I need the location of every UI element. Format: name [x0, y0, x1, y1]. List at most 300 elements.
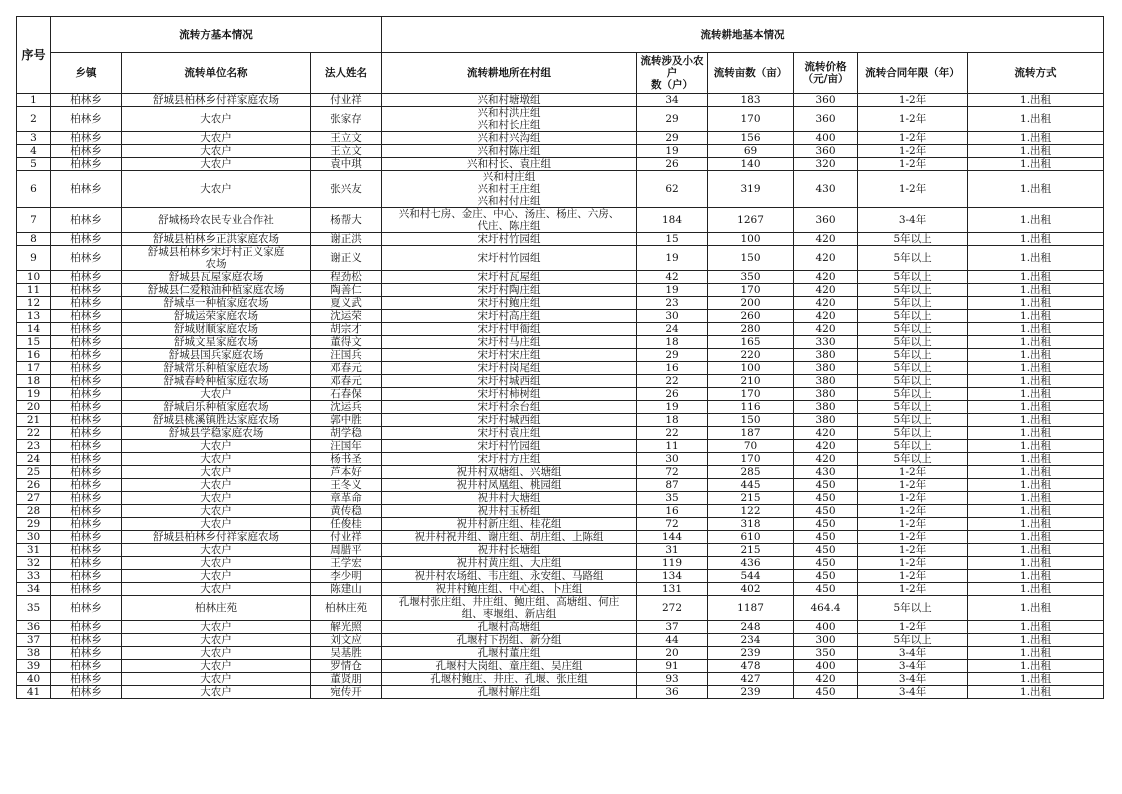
- cell-method: 1.出租: [968, 505, 1104, 518]
- cell-area: 170: [708, 107, 794, 132]
- cell-term: 5年以上: [858, 246, 968, 271]
- cell-price: 420: [794, 427, 858, 440]
- cell-households: 18: [637, 336, 708, 349]
- row-number: 22: [17, 427, 51, 440]
- cell-unit-name: 舒城县柏林乡付祥家庭农场: [122, 531, 311, 544]
- cell-town: 柏林乡: [51, 686, 122, 699]
- row-number: 32: [17, 557, 51, 570]
- cell-price: 400: [794, 660, 858, 673]
- header-village-group: 流转耕地所在村组: [382, 53, 637, 94]
- table-row: [17, 158, 1104, 171]
- cell-term: 1-2年: [858, 479, 968, 492]
- cell-legal-person: 夏义武: [311, 297, 382, 310]
- cell-term: 5年以上: [858, 336, 968, 349]
- cell-method: 1.出租: [968, 647, 1104, 660]
- header-town: 乡镇: [51, 53, 122, 94]
- cell-term: 5年以上: [858, 284, 968, 297]
- cell-price: 450: [794, 518, 858, 531]
- table-row: [17, 375, 1104, 388]
- table-row: [17, 453, 1104, 466]
- cell-unit-name: 舒城运荣家庭农场: [122, 310, 311, 323]
- cell-term: 1-2年: [858, 94, 968, 107]
- cell-town: 柏林乡: [51, 132, 122, 145]
- cell-term: 1-2年: [858, 570, 968, 583]
- table-row: [17, 505, 1104, 518]
- cell-method: 1.出租: [968, 336, 1104, 349]
- cell-price: 400: [794, 132, 858, 145]
- cell-village-group: 宋圩村宋庄组: [382, 349, 637, 362]
- table-row: [17, 284, 1104, 297]
- cell-legal-person: 程劲松: [311, 271, 382, 284]
- cell-method: 1.出租: [968, 246, 1104, 271]
- cell-method: 1.出租: [968, 233, 1104, 246]
- cell-method: 1.出租: [968, 284, 1104, 297]
- cell-households: 31: [637, 544, 708, 557]
- cell-method: 1.出租: [968, 94, 1104, 107]
- cell-price: 380: [794, 362, 858, 375]
- cell-term: 5年以上: [858, 349, 968, 362]
- row-number: 2: [17, 107, 51, 132]
- cell-households: 134: [637, 570, 708, 583]
- table-row: [17, 310, 1104, 323]
- cell-village-group: 宋圩村竹园组: [382, 246, 637, 271]
- cell-town: 柏林乡: [51, 583, 122, 596]
- cell-households: 72: [637, 466, 708, 479]
- cell-area: 544: [708, 570, 794, 583]
- row-number: 15: [17, 336, 51, 349]
- cell-price: 360: [794, 107, 858, 132]
- cell-town: 柏林乡: [51, 145, 122, 158]
- cell-households: 35: [637, 492, 708, 505]
- cell-town: 柏林乡: [51, 673, 122, 686]
- cell-price: 450: [794, 505, 858, 518]
- cell-method: 1.出租: [968, 518, 1104, 531]
- cell-method: 1.出租: [968, 466, 1104, 479]
- cell-price: 420: [794, 271, 858, 284]
- row-number: 1: [17, 94, 51, 107]
- cell-legal-person: 邓春元: [311, 362, 382, 375]
- cell-term: 5年以上: [858, 310, 968, 323]
- cell-village-group: 兴和村兴沟组: [382, 132, 637, 145]
- cell-unit-name: 大农户: [122, 557, 311, 570]
- cell-unit-name: 大农户: [122, 647, 311, 660]
- table-row: [17, 414, 1104, 427]
- cell-households: 22: [637, 375, 708, 388]
- cell-households: 30: [637, 453, 708, 466]
- cell-method: 1.出租: [968, 297, 1104, 310]
- cell-method: 1.出租: [968, 531, 1104, 544]
- table-row: [17, 647, 1104, 660]
- table-row: [17, 634, 1104, 647]
- cell-village-group: 兴和村长、袁庄组: [382, 158, 637, 171]
- cell-area: 248: [708, 621, 794, 634]
- cell-households: 144: [637, 531, 708, 544]
- table-row: [17, 132, 1104, 145]
- cell-unit-name: 大农户: [122, 145, 311, 158]
- cell-town: 柏林乡: [51, 94, 122, 107]
- cell-legal-person: 谢正洪: [311, 233, 382, 246]
- cell-legal-person: 袁中琪: [311, 158, 382, 171]
- cell-area: 319: [708, 171, 794, 208]
- cell-price: 380: [794, 388, 858, 401]
- cell-term: 3-4年: [858, 208, 968, 233]
- cell-method: 1.出租: [968, 686, 1104, 699]
- row-number: 25: [17, 466, 51, 479]
- table-row: [17, 336, 1104, 349]
- cell-households: 19: [637, 246, 708, 271]
- cell-method: 1.出租: [968, 453, 1104, 466]
- cell-village-group: 兴和村庄组 兴和村王庄组 兴和村付庄组: [382, 171, 637, 208]
- cell-term: 5年以上: [858, 596, 968, 621]
- table-row: [17, 570, 1104, 583]
- cell-town: 柏林乡: [51, 208, 122, 233]
- cell-term: 1-2年: [858, 492, 968, 505]
- cell-method: 1.出租: [968, 388, 1104, 401]
- cell-area: 234: [708, 634, 794, 647]
- cell-price: 420: [794, 323, 858, 336]
- table-row: [17, 246, 1104, 271]
- cell-village-group: 孔堰村大岗组、童庄组、吴庄组: [382, 660, 637, 673]
- cell-town: 柏林乡: [51, 297, 122, 310]
- cell-area: 1267: [708, 208, 794, 233]
- cell-households: 18: [637, 414, 708, 427]
- cell-unit-name: 舒城县桃溪镇胜达家庭农场: [122, 414, 311, 427]
- cell-legal-person: 胡宗才: [311, 323, 382, 336]
- row-number: 31: [17, 544, 51, 557]
- cell-households: 91: [637, 660, 708, 673]
- cell-term: 1-2年: [858, 621, 968, 634]
- cell-unit-name: 舒城杨玲农民专业合作社: [122, 208, 311, 233]
- cell-unit-name: 大农户: [122, 132, 311, 145]
- table-row: [17, 544, 1104, 557]
- cell-legal-person: 芦本好: [311, 466, 382, 479]
- cell-area: 165: [708, 336, 794, 349]
- cell-village-group: 宋圩村城西组: [382, 414, 637, 427]
- cell-method: 1.出租: [968, 673, 1104, 686]
- cell-term: 1-2年: [858, 557, 968, 570]
- cell-legal-person: 王冬义: [311, 479, 382, 492]
- cell-price: 464.4: [794, 596, 858, 621]
- cell-town: 柏林乡: [51, 310, 122, 323]
- cell-unit-name: 大农户: [122, 466, 311, 479]
- cell-unit-name: 大农户: [122, 453, 311, 466]
- cell-term: 5年以上: [858, 634, 968, 647]
- table-row: [17, 596, 1104, 621]
- row-number: 10: [17, 271, 51, 284]
- cell-unit-name: 舒城县仁爱粮油种植家庭农场: [122, 284, 311, 297]
- cell-village-group: 宋圩村瓦屋组: [382, 271, 637, 284]
- row-number: 9: [17, 246, 51, 271]
- cell-town: 柏林乡: [51, 660, 122, 673]
- cell-area: 436: [708, 557, 794, 570]
- cell-village-group: 祝井村鲍庄组、中心组、卜庄组: [382, 583, 637, 596]
- cell-term: 5年以上: [858, 271, 968, 284]
- cell-term: 5年以上: [858, 375, 968, 388]
- cell-unit-name: 大农户: [122, 518, 311, 531]
- cell-town: 柏林乡: [51, 375, 122, 388]
- cell-price: 350: [794, 647, 858, 660]
- cell-village-group: 宋圩村竹园组: [382, 440, 637, 453]
- table-row: [17, 94, 1104, 107]
- cell-area: 220: [708, 349, 794, 362]
- row-number: 8: [17, 233, 51, 246]
- land-transfer-table: [16, 16, 1104, 699]
- table-row: [17, 660, 1104, 673]
- row-number: 13: [17, 310, 51, 323]
- cell-unit-name: 大农户: [122, 570, 311, 583]
- cell-area: 1187: [708, 596, 794, 621]
- cell-method: 1.出租: [968, 362, 1104, 375]
- table-row: [17, 107, 1104, 132]
- cell-households: 37: [637, 621, 708, 634]
- cell-village-group: 宋圩村马庄组: [382, 336, 637, 349]
- cell-town: 柏林乡: [51, 453, 122, 466]
- table-row: [17, 466, 1104, 479]
- table-row: [17, 323, 1104, 336]
- cell-unit-name: 大农户: [122, 107, 311, 132]
- cell-method: 1.出租: [968, 132, 1104, 145]
- cell-area: 170: [708, 284, 794, 297]
- cell-method: 1.出租: [968, 171, 1104, 208]
- cell-method: 1.出租: [968, 621, 1104, 634]
- cell-town: 柏林乡: [51, 107, 122, 132]
- cell-price: 430: [794, 466, 858, 479]
- cell-term: 1-2年: [858, 466, 968, 479]
- row-number: 35: [17, 596, 51, 621]
- header-households: 流转涉及小农户 数（户）: [637, 53, 708, 94]
- cell-unit-name: 舒城启乐种植家庭农场: [122, 401, 311, 414]
- cell-legal-person: 张兴友: [311, 171, 382, 208]
- row-number: 21: [17, 414, 51, 427]
- cell-price: 380: [794, 414, 858, 427]
- table-row: [17, 349, 1104, 362]
- cell-method: 1.出租: [968, 271, 1104, 284]
- header-method: 流转方式: [968, 53, 1104, 94]
- cell-legal-person: 王立文: [311, 145, 382, 158]
- cell-village-group: 宋圩村城西组: [382, 375, 637, 388]
- row-number: 28: [17, 505, 51, 518]
- cell-method: 1.出租: [968, 479, 1104, 492]
- cell-method: 1.出租: [968, 375, 1104, 388]
- header-term: 流转合同年限（年）: [858, 53, 968, 94]
- cell-legal-person: 胡学稳: [311, 427, 382, 440]
- row-number: 17: [17, 362, 51, 375]
- cell-legal-person: 吴基胜: [311, 647, 382, 660]
- cell-term: 1-2年: [858, 145, 968, 158]
- cell-price: 450: [794, 479, 858, 492]
- cell-village-group: 兴和村陈庄组: [382, 145, 637, 158]
- cell-price: 420: [794, 673, 858, 686]
- cell-price: 450: [794, 544, 858, 557]
- cell-area: 318: [708, 518, 794, 531]
- cell-households: 16: [637, 505, 708, 518]
- cell-village-group: 宋圩村方庄组: [382, 453, 637, 466]
- cell-legal-person: 董得文: [311, 336, 382, 349]
- cell-unit-name: 舒城县国兵家庭农场: [122, 349, 311, 362]
- cell-legal-person: 付业祥: [311, 531, 382, 544]
- cell-households: 22: [637, 427, 708, 440]
- cell-village-group: 孔堰村董庄组: [382, 647, 637, 660]
- cell-legal-person: 杨帮大: [311, 208, 382, 233]
- cell-town: 柏林乡: [51, 505, 122, 518]
- table-row: [17, 673, 1104, 686]
- cell-legal-person: 邓春元: [311, 375, 382, 388]
- cell-households: 72: [637, 518, 708, 531]
- cell-legal-person: 黄传稳: [311, 505, 382, 518]
- cell-village-group: 宋圩村柿树组: [382, 388, 637, 401]
- cell-unit-name: 舒城县瓦屋家庭农场: [122, 271, 311, 284]
- cell-price: 380: [794, 401, 858, 414]
- cell-households: 15: [637, 233, 708, 246]
- cell-term: 3-4年: [858, 647, 968, 660]
- table-row: [17, 297, 1104, 310]
- cell-legal-person: 陈建山: [311, 583, 382, 596]
- table-row: [17, 583, 1104, 596]
- cell-unit-name: 舒城财顺家庭农场: [122, 323, 311, 336]
- cell-area: 150: [708, 414, 794, 427]
- cell-term: 5年以上: [858, 323, 968, 336]
- header-group-land: 流转耕地基本情况: [382, 17, 1104, 53]
- cell-legal-person: 张家存: [311, 107, 382, 132]
- cell-town: 柏林乡: [51, 271, 122, 284]
- cell-area: 427: [708, 673, 794, 686]
- cell-price: 420: [794, 246, 858, 271]
- table-row: [17, 208, 1104, 233]
- cell-households: 29: [637, 132, 708, 145]
- cell-unit-name: 舒城卓一种植家庭农场: [122, 297, 311, 310]
- cell-village-group: 孔堰村高塘组: [382, 621, 637, 634]
- table-row: [17, 557, 1104, 570]
- row-number: 27: [17, 492, 51, 505]
- cell-households: 29: [637, 349, 708, 362]
- row-number: 33: [17, 570, 51, 583]
- cell-term: 1-2年: [858, 107, 968, 132]
- cell-term: 1-2年: [858, 531, 968, 544]
- cell-town: 柏林乡: [51, 336, 122, 349]
- cell-unit-name: 大农户: [122, 673, 311, 686]
- table-row: [17, 531, 1104, 544]
- cell-term: 1-2年: [858, 544, 968, 557]
- row-number: 40: [17, 673, 51, 686]
- cell-area: 122: [708, 505, 794, 518]
- cell-households: 19: [637, 284, 708, 297]
- cell-method: 1.出租: [968, 158, 1104, 171]
- header-group-party: 流转方基本情况: [51, 17, 382, 53]
- cell-legal-person: 刘文应: [311, 634, 382, 647]
- cell-area: 183: [708, 94, 794, 107]
- cell-area: 215: [708, 544, 794, 557]
- row-number: 6: [17, 171, 51, 208]
- row-number: 24: [17, 453, 51, 466]
- cell-method: 1.出租: [968, 414, 1104, 427]
- cell-unit-name: 大农户: [122, 505, 311, 518]
- cell-legal-person: 谢正义: [311, 246, 382, 271]
- cell-price: 450: [794, 492, 858, 505]
- cell-legal-person: 汪国兵: [311, 349, 382, 362]
- cell-households: 24: [637, 323, 708, 336]
- cell-unit-name: 大农户: [122, 479, 311, 492]
- cell-method: 1.出租: [968, 660, 1104, 673]
- cell-term: 3-4年: [858, 660, 968, 673]
- cell-area: 200: [708, 297, 794, 310]
- cell-town: 柏林乡: [51, 570, 122, 583]
- cell-price: 450: [794, 557, 858, 570]
- table-row: [17, 492, 1104, 505]
- cell-legal-person: 董贤朋: [311, 673, 382, 686]
- cell-term: 5年以上: [858, 362, 968, 375]
- cell-unit-name: 大农户: [122, 686, 311, 699]
- row-number: 29: [17, 518, 51, 531]
- cell-area: 170: [708, 388, 794, 401]
- cell-unit-name: 大农户: [122, 171, 311, 208]
- cell-legal-person: 付业祥: [311, 94, 382, 107]
- cell-price: 360: [794, 145, 858, 158]
- cell-town: 柏林乡: [51, 518, 122, 531]
- table-row: [17, 440, 1104, 453]
- cell-village-group: 孔堰村下拐组、新分组: [382, 634, 637, 647]
- cell-area: 187: [708, 427, 794, 440]
- cell-legal-person: 沈运荣: [311, 310, 382, 323]
- cell-legal-person: 李少明: [311, 570, 382, 583]
- cell-village-group: 祝井村大塘组: [382, 492, 637, 505]
- cell-method: 1.出租: [968, 596, 1104, 621]
- cell-unit-name: 舒城县柏林乡付祥家庭农场: [122, 94, 311, 107]
- cell-unit-name: 舒城春岭种植家庭农场: [122, 375, 311, 388]
- cell-village-group: 祝井村祝井组、谢庄组、胡庄组、上陈组: [382, 531, 637, 544]
- cell-price: 450: [794, 570, 858, 583]
- cell-town: 柏林乡: [51, 479, 122, 492]
- cell-price: 430: [794, 171, 858, 208]
- row-number: 4: [17, 145, 51, 158]
- cell-price: 360: [794, 94, 858, 107]
- cell-town: 柏林乡: [51, 427, 122, 440]
- cell-town: 柏林乡: [51, 171, 122, 208]
- row-number: 5: [17, 158, 51, 171]
- row-number: 16: [17, 349, 51, 362]
- cell-price: 420: [794, 310, 858, 323]
- cell-households: 23: [637, 297, 708, 310]
- cell-town: 柏林乡: [51, 596, 122, 621]
- cell-price: 420: [794, 440, 858, 453]
- header-unit-name: 流转单位名称: [122, 53, 311, 94]
- cell-price: 380: [794, 375, 858, 388]
- cell-town: 柏林乡: [51, 531, 122, 544]
- cell-price: 450: [794, 686, 858, 699]
- cell-unit-name: 大农户: [122, 388, 311, 401]
- cell-legal-person: 周腊平: [311, 544, 382, 557]
- cell-area: 402: [708, 583, 794, 596]
- cell-village-group: 孔堰村解庄组: [382, 686, 637, 699]
- cell-method: 1.出租: [968, 634, 1104, 647]
- cell-legal-person: 罗情仓: [311, 660, 382, 673]
- cell-legal-person: 汪国年: [311, 440, 382, 453]
- cell-households: 11: [637, 440, 708, 453]
- cell-area: 156: [708, 132, 794, 145]
- cell-area: 140: [708, 158, 794, 171]
- cell-method: 1.出租: [968, 557, 1104, 570]
- cell-term: 5年以上: [858, 414, 968, 427]
- cell-households: 87: [637, 479, 708, 492]
- cell-unit-name: 舒城县柏林乡宋圩村正义家庭 农场: [122, 246, 311, 271]
- cell-unit-name: 大农户: [122, 660, 311, 673]
- cell-legal-person: 宛传开: [311, 686, 382, 699]
- cell-town: 柏林乡: [51, 388, 122, 401]
- cell-households: 42: [637, 271, 708, 284]
- cell-village-group: 祝井村双塘组、兴塘组: [382, 466, 637, 479]
- cell-households: 26: [637, 158, 708, 171]
- cell-legal-person: 郭中胜: [311, 414, 382, 427]
- cell-town: 柏林乡: [51, 233, 122, 246]
